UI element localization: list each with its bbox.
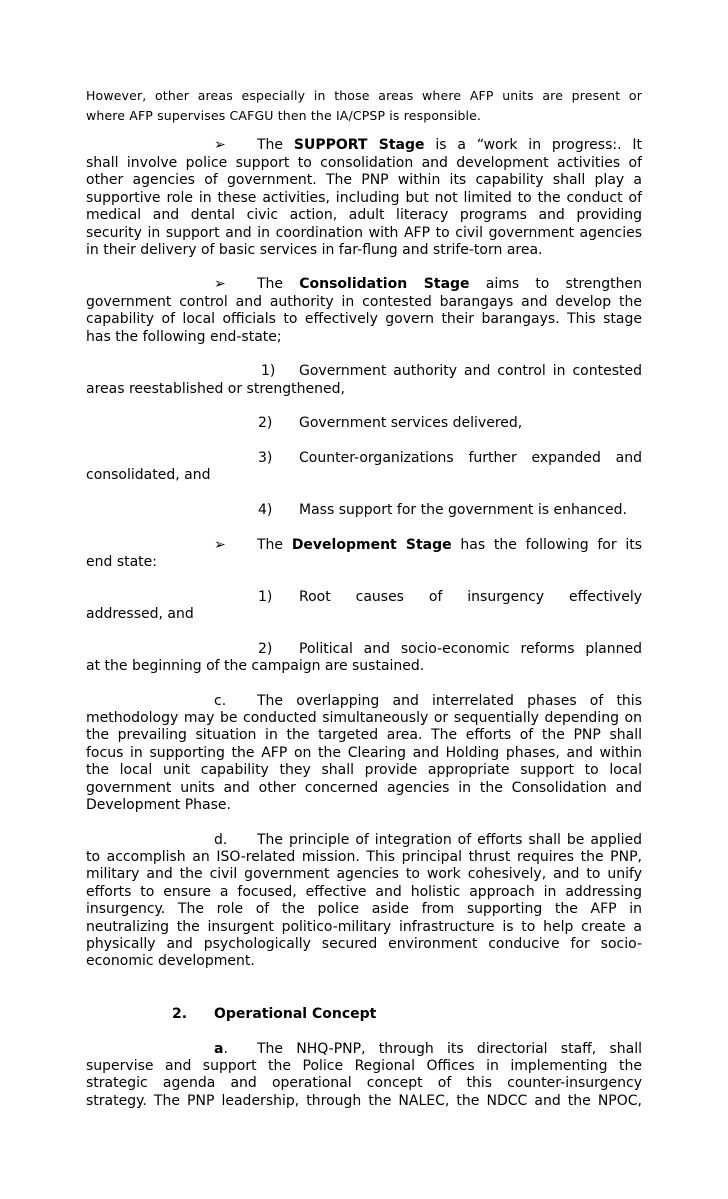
para-d-line-7: economic development.	[86, 953, 255, 970]
item-number: 1)	[258, 589, 273, 605]
intro-line-1: However, other areas especially in those areas where AFP units are present or	[86, 88, 642, 103]
development-the: The	[257, 537, 284, 553]
support-line-2: other agencies of government. The PNP within its capability shall play a	[86, 172, 642, 189]
consolidation-line-1: government control and authority in contested barangays and develop the	[86, 294, 642, 310]
support-stage-rest: is a “work in progress:. It	[435, 137, 642, 153]
bullet-arrow-icon: ➢	[214, 537, 226, 553]
para-a-dot: .	[223, 1041, 228, 1057]
consolidation-stage-first-line	[257, 276, 642, 293]
item-number: 1)	[261, 363, 276, 379]
item-continuation: areas reestablished or strengthened,	[86, 381, 345, 397]
para-d-first-text: The principle of integration of efforts shall be applied	[257, 832, 642, 848]
item-text: Government services delivered,	[299, 415, 523, 431]
para-d-label: d.	[214, 832, 228, 848]
para-c-line-3: focus in supporting the AFP on the Clearing and Holding phases, and within	[86, 744, 642, 761]
consolidation-item-1	[86, 363, 642, 380]
para-c-line-5: government units and other concerned agencies in the Consolidation and	[86, 779, 642, 796]
development-stage-cont	[86, 554, 642, 571]
intro-line-2: where AFP supervises CAFGU then the IA/CPSP is responsible.	[86, 108, 482, 123]
consolidation-item-3	[86, 450, 642, 467]
item-continuation: at the beginning of the campaign are sustained.	[86, 658, 425, 674]
support-stage-heading-line	[86, 137, 642, 154]
para-c-line-2: the prevailing situation in the targeted area. The efforts of the PNP shall	[86, 727, 642, 744]
para-c-first-line	[86, 693, 642, 710]
item-number: 2)	[258, 641, 273, 657]
para-d-line-1: to accomplish an ISO-related mission. This principal thrust requires the PNP,	[86, 849, 642, 865]
item-text: Mass support for the government is enhanced.	[299, 502, 627, 518]
consolidation-stage-rest: aims to strengthen	[485, 276, 642, 292]
bullet-arrow-icon: ➢	[214, 276, 226, 292]
support-stage-body	[86, 155, 642, 259]
support-line-6: in their delivery of basic services in far-flung and strife-torn area.	[86, 241, 543, 258]
para-d-body	[86, 849, 642, 971]
item-text: Root causes of insurgency effectively	[299, 589, 642, 605]
para-a-line-2: strategic agenda and operational concept of this counter-insurgency	[86, 1075, 642, 1092]
support-line-4: medical and dental civic action, adult literacy programs and providing	[86, 207, 642, 224]
development-stage-first-line	[257, 537, 642, 554]
support-stage-title: SUPPORT Stage	[293, 137, 425, 153]
consolidation-item-4	[86, 502, 642, 519]
para-c-line-4: the local unit capability they shall provide appropriate support to local	[86, 762, 642, 779]
para-d-line-6: physically and psychologically secured environment conducive for socio-	[86, 935, 642, 952]
para-a-first-line	[86, 1041, 642, 1058]
para-a-label: a	[214, 1041, 224, 1057]
para-a-line-3: strategy. The PNP leadership, through the NALEC, the NDCC and the NPOC,	[86, 1092, 642, 1109]
development-item-2-cont	[86, 658, 642, 675]
consolidation-stage-heading-line	[86, 276, 642, 293]
item-text: Government authority and control in contested	[299, 363, 642, 379]
consolidation-line-2: capability of local officials to effectively govern their barangays. This stage	[86, 311, 642, 328]
para-c-line-1: methodology may be conducted simultaneously or sequentially depending on	[86, 710, 642, 726]
section-2-title: Operational Concept	[214, 1006, 377, 1022]
consolidation-item-2	[86, 415, 642, 432]
development-stage-heading-line	[86, 537, 642, 554]
support-stage-first-line	[257, 137, 642, 154]
development-item-1-cont	[86, 606, 642, 623]
support-the: The	[257, 137, 284, 153]
section-2-number: 2.	[172, 1006, 188, 1022]
support-line-5: security in support and in coordination with AFP to civil government agencies	[86, 224, 642, 241]
item-number: 4)	[258, 502, 273, 518]
item-continuation: consolidated, and	[86, 467, 211, 483]
para-a-first-text: The NHQ-PNP, through its directorial staff, shall	[257, 1041, 642, 1057]
item-number: 3)	[258, 450, 273, 466]
development-item-1	[86, 589, 642, 606]
consolidation-item-1-cont	[86, 381, 642, 398]
support-line-1: shall involve police support to consolidation and development activities of	[86, 155, 642, 171]
bullet-arrow-icon: ➢	[214, 137, 226, 153]
para-d-line-3: efforts to ensure a focused, effective and holistic approach in addressing	[86, 883, 642, 900]
para-a-label-group	[214, 1041, 228, 1058]
consolidation-stage-body	[86, 294, 642, 346]
consolidation-item-3-cont	[86, 467, 642, 484]
consolidation-line-3: has the following end-state;	[86, 328, 282, 345]
development-continuation: end state:	[86, 554, 158, 570]
para-c-label: c.	[214, 693, 227, 709]
para-a-line-1: supervise and support the Police Regional Offices in implementing the	[86, 1058, 642, 1074]
para-c-first-text: The overlapping and interrelated phases of this	[257, 693, 642, 709]
development-item-2	[86, 641, 642, 658]
development-stage-title: Development Stage	[291, 537, 452, 553]
para-c-line-6: Development Phase.	[86, 796, 231, 813]
item-text: Counter-organizations further expanded and	[299, 450, 642, 466]
consolidation-the: The	[257, 276, 284, 292]
development-stage-rest: has the following for its	[460, 537, 642, 553]
para-d-line-2: military and the civil government agencies to work cohesively, and to unify	[86, 866, 642, 883]
item-text: Political and socio-economic reforms planned	[299, 641, 642, 657]
para-d-first-line	[86, 832, 642, 849]
support-line-3: supportive role in these activities, including but not limited to the conduct of	[86, 189, 642, 206]
item-continuation: addressed, and	[86, 606, 194, 622]
para-a-body	[86, 1058, 642, 1110]
intro-paragraph	[86, 86, 642, 126]
para-c-body	[86, 710, 642, 814]
para-d-line-4: insurgency. The role of the police aside from supporting the AFP in	[86, 901, 642, 918]
para-d-line-5: neutralizing the insurgent politico-military infrastructure is to help create a	[86, 918, 642, 935]
item-number: 2)	[258, 415, 273, 431]
consolidation-stage-title: Consolidation Stage	[299, 276, 470, 292]
